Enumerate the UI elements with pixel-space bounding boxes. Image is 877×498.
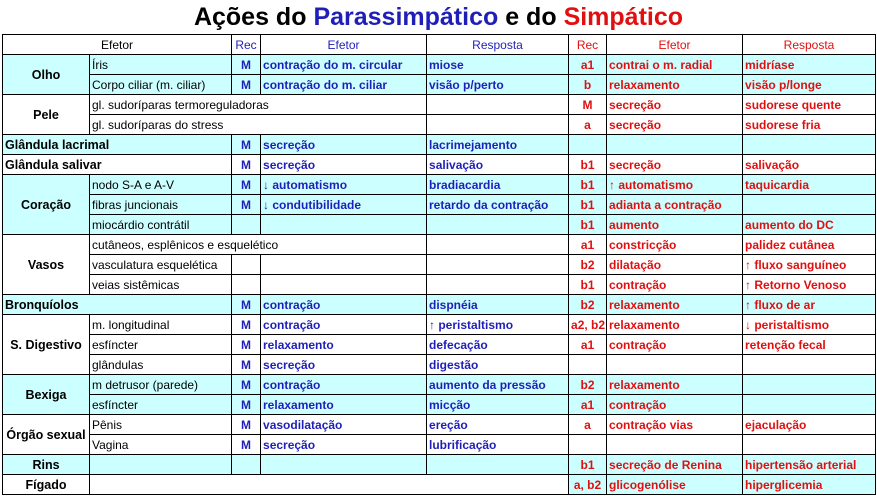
resposta-s: sudorese fria bbox=[743, 115, 876, 135]
efetor-s: relaxamento bbox=[607, 315, 743, 335]
rec-p bbox=[232, 455, 261, 475]
resposta-p: dispnéia bbox=[427, 295, 569, 315]
efetor-s: ↑ automatismo bbox=[607, 175, 743, 195]
rec-p bbox=[232, 215, 261, 235]
resposta-p bbox=[427, 235, 569, 255]
efetor-s: constricção bbox=[607, 235, 743, 255]
efetor-s: relaxamento bbox=[607, 295, 743, 315]
efetor-p: vasodilatação bbox=[261, 415, 427, 435]
table-row bbox=[3, 255, 876, 275]
efetor-p bbox=[261, 275, 427, 295]
resposta-p bbox=[427, 115, 569, 135]
table-row bbox=[3, 55, 876, 75]
rec-s: b1 bbox=[569, 275, 607, 295]
group-rins: Rins bbox=[3, 455, 90, 475]
rec-p: M bbox=[232, 435, 261, 455]
rec-s: b1 bbox=[569, 195, 607, 215]
table-row bbox=[3, 475, 876, 495]
group-pele: Pele bbox=[3, 95, 90, 135]
rec-s: b1 bbox=[569, 155, 607, 175]
sub-label: nodo S-A e A-V bbox=[90, 175, 232, 195]
title-middle: e do bbox=[498, 3, 564, 31]
resposta-s bbox=[743, 135, 876, 155]
resposta-s: ↑ fluxo de ar bbox=[743, 295, 876, 315]
group-glandula-lacrimal: Glândula lacrimal bbox=[3, 135, 232, 155]
sub-label: Íris bbox=[90, 55, 232, 75]
rec-s: b2 bbox=[569, 295, 607, 315]
rec-s: a1 bbox=[569, 55, 607, 75]
table-row bbox=[3, 235, 876, 255]
rec-p: M bbox=[232, 75, 261, 95]
resposta-s: ↓ peristaltismo bbox=[743, 315, 876, 335]
rec-p: M bbox=[232, 175, 261, 195]
resposta-s: ↑ Retorno Venoso bbox=[743, 275, 876, 295]
efetor-s: contração bbox=[607, 275, 743, 295]
efetor-p: ↓ condutibilidade bbox=[261, 195, 427, 215]
efetor-s: secreção de Renina bbox=[607, 455, 743, 475]
resposta-s: midríase bbox=[743, 55, 876, 75]
rec-p: M bbox=[232, 195, 261, 215]
efetor-s: aumento bbox=[607, 215, 743, 235]
rec-p: M bbox=[232, 315, 261, 335]
rec-s: b bbox=[569, 75, 607, 95]
resposta-p: ereção bbox=[427, 415, 569, 435]
resposta-s bbox=[743, 395, 876, 415]
efetor-p: secreção bbox=[261, 355, 427, 375]
resposta-s: salivação bbox=[743, 155, 876, 175]
efetor-s: glicogenólise bbox=[607, 475, 743, 495]
header-row bbox=[3, 35, 876, 55]
resposta-p: visão p/perto bbox=[427, 75, 569, 95]
table-row bbox=[3, 395, 876, 415]
sub-label: Vagina bbox=[90, 435, 232, 455]
resposta-s: taquicardia bbox=[743, 175, 876, 195]
efetor-s bbox=[607, 435, 743, 455]
resposta-s bbox=[743, 195, 876, 215]
rec-s: a, b2 bbox=[569, 475, 607, 495]
title-prefix: Ações do bbox=[193, 3, 314, 31]
sub-label: esfíncter bbox=[90, 335, 232, 355]
title-simpatico: Simpático bbox=[563, 3, 684, 31]
resposta-s: palidez cutânea bbox=[743, 235, 876, 255]
resposta-p: salivação bbox=[427, 155, 569, 175]
sub-label: glândulas bbox=[90, 355, 232, 375]
resposta-s: ↑ fluxo sanguíneo bbox=[743, 255, 876, 275]
efetor-s: contrai o m. radial bbox=[607, 55, 743, 75]
rec-s bbox=[569, 135, 607, 155]
rec-p: M bbox=[232, 55, 261, 75]
resposta-s bbox=[743, 375, 876, 395]
table-row bbox=[3, 215, 876, 235]
resposta-s: sudorese quente bbox=[743, 95, 876, 115]
rec-p: M bbox=[232, 335, 261, 355]
rec-p: M bbox=[232, 355, 261, 375]
sub-label bbox=[90, 455, 232, 475]
rec-s: M bbox=[569, 95, 607, 115]
resposta-p: micção bbox=[427, 395, 569, 415]
table-row bbox=[3, 275, 876, 295]
rec-s: b1 bbox=[569, 455, 607, 475]
efetor-p bbox=[261, 215, 427, 235]
resposta-p: ↑ peristaltismo bbox=[427, 315, 569, 335]
efetor-s: adianta a contração bbox=[607, 195, 743, 215]
efetor-s bbox=[607, 355, 743, 375]
efetor-s: contração vias bbox=[607, 415, 743, 435]
group-bronquiolos: Bronquíolos bbox=[3, 295, 232, 315]
efetor-p: ↓ automatismo bbox=[261, 175, 427, 195]
efetor-p: contração do m. ciliar bbox=[261, 75, 427, 95]
table-row bbox=[3, 175, 876, 195]
sub-label: cutâneos, esplênicos e esquelético bbox=[90, 235, 427, 255]
group-orgao-sexual: Órgão sexual bbox=[3, 415, 90, 455]
sub-label: Corpo ciliar (m. ciliar) bbox=[90, 75, 232, 95]
efetor-p bbox=[261, 455, 427, 475]
efetor-p: contração bbox=[261, 315, 427, 335]
table-row bbox=[3, 335, 876, 355]
efetor-p bbox=[261, 255, 427, 275]
table-row bbox=[3, 195, 876, 215]
header-resposta-simpatico: Resposta bbox=[743, 35, 876, 55]
table-row bbox=[3, 75, 876, 95]
sub-label: m detrusor (parede) bbox=[90, 375, 232, 395]
rec-s bbox=[569, 355, 607, 375]
table-row bbox=[3, 155, 876, 175]
table-row bbox=[3, 355, 876, 375]
table-row bbox=[3, 455, 876, 475]
group-bexiga: Bexiga bbox=[3, 375, 90, 415]
table-row bbox=[3, 295, 876, 315]
resposta-p bbox=[427, 455, 569, 475]
efetor-p: secreção bbox=[261, 435, 427, 455]
efetor-s bbox=[607, 135, 743, 155]
sub-label: gl. sudoríparas do stress bbox=[90, 115, 427, 135]
resposta-p: defecação bbox=[427, 335, 569, 355]
actions-table bbox=[2, 34, 876, 495]
table-row bbox=[3, 115, 876, 135]
resposta-s bbox=[743, 355, 876, 375]
sub-label: fibras juncionais bbox=[90, 195, 232, 215]
sub-label: m. longitudinal bbox=[90, 315, 232, 335]
table-row bbox=[3, 95, 876, 115]
header-resposta-parassimpatico: Resposta bbox=[427, 35, 569, 55]
header-efetor-simpatico: Efetor bbox=[607, 35, 743, 55]
header-rec-parassimpatico: Rec bbox=[232, 35, 261, 55]
efetor-s: secreção bbox=[607, 155, 743, 175]
efetor-s: contração bbox=[607, 395, 743, 415]
resposta-s: aumento do DC bbox=[743, 215, 876, 235]
resposta-p: retardo da contração bbox=[427, 195, 569, 215]
rec-s: a bbox=[569, 415, 607, 435]
rec-s: b2 bbox=[569, 255, 607, 275]
resposta-s: hipertensão arterial bbox=[743, 455, 876, 475]
table-row bbox=[3, 315, 876, 335]
rec-p bbox=[232, 275, 261, 295]
sub-label: esfíncter bbox=[90, 395, 232, 415]
group-digestivo: S. Digestivo bbox=[3, 315, 90, 375]
efetor-s: secreção bbox=[607, 115, 743, 135]
table-row bbox=[3, 375, 876, 395]
sub-label bbox=[90, 475, 569, 495]
efetor-p: contração do m. circular bbox=[261, 55, 427, 75]
rec-s: b2 bbox=[569, 375, 607, 395]
resposta-s: ejaculação bbox=[743, 415, 876, 435]
rec-p: M bbox=[232, 295, 261, 315]
rec-p: M bbox=[232, 415, 261, 435]
rec-p: M bbox=[232, 375, 261, 395]
efetor-s: contração bbox=[607, 335, 743, 355]
sub-label: gl. sudoríparas termoreguladoras bbox=[90, 95, 427, 115]
rec-p: M bbox=[232, 155, 261, 175]
resposta-s: hiperglicemia bbox=[743, 475, 876, 495]
efetor-p: secreção bbox=[261, 135, 427, 155]
group-olho: Olho bbox=[3, 55, 90, 95]
resposta-s bbox=[743, 435, 876, 455]
title-parassimpatico: Parassimpático bbox=[313, 3, 499, 31]
resposta-s: retenção fecal bbox=[743, 335, 876, 355]
efetor-s: secreção bbox=[607, 95, 743, 115]
resposta-p: miose bbox=[427, 55, 569, 75]
rec-p bbox=[232, 255, 261, 275]
efetor-s: dilatação bbox=[607, 255, 743, 275]
resposta-p: bradiacardia bbox=[427, 175, 569, 195]
page-title bbox=[0, 0, 877, 34]
rec-s: a1 bbox=[569, 395, 607, 415]
rec-s: a1 bbox=[569, 335, 607, 355]
group-coracao: Coração bbox=[3, 175, 90, 235]
sub-label: veias sistêmicas bbox=[90, 275, 232, 295]
group-glandula-salivar: Glândula salivar bbox=[3, 155, 232, 175]
group-vasos: Vasos bbox=[3, 235, 90, 295]
sub-label: vasculatura esquelética bbox=[90, 255, 232, 275]
efetor-p: contração bbox=[261, 295, 427, 315]
rec-s: b1 bbox=[569, 175, 607, 195]
rec-s: a1 bbox=[569, 235, 607, 255]
resposta-p: digestão bbox=[427, 355, 569, 375]
efetor-p: relaxamento bbox=[261, 395, 427, 415]
table-row bbox=[3, 135, 876, 155]
efetor-s: relaxamento bbox=[607, 375, 743, 395]
resposta-p bbox=[427, 275, 569, 295]
efetor-s: relaxamento bbox=[607, 75, 743, 95]
header-rec-simpatico: Rec bbox=[569, 35, 607, 55]
efetor-p: contração bbox=[261, 375, 427, 395]
resposta-p: lubrificação bbox=[427, 435, 569, 455]
sub-label: miocárdio contrátil bbox=[90, 215, 232, 235]
resposta-p: aumento da pressão bbox=[427, 375, 569, 395]
table-row bbox=[3, 415, 876, 435]
rec-p: M bbox=[232, 395, 261, 415]
header-efetor-parassimpatico: Efetor bbox=[261, 35, 427, 55]
sub-label: Pênis bbox=[90, 415, 232, 435]
rec-s: a bbox=[569, 115, 607, 135]
rec-s: b1 bbox=[569, 215, 607, 235]
rec-s bbox=[569, 435, 607, 455]
efetor-p: secreção bbox=[261, 155, 427, 175]
rec-p: M bbox=[232, 135, 261, 155]
resposta-s: visão p/longe bbox=[743, 75, 876, 95]
resposta-p bbox=[427, 255, 569, 275]
header-efetor: Efetor bbox=[3, 35, 232, 55]
resposta-p: lacrimejamento bbox=[427, 135, 569, 155]
resposta-p bbox=[427, 95, 569, 115]
table-row bbox=[3, 435, 876, 455]
rec-s: a2, b2 bbox=[569, 315, 607, 335]
group-figado: Fígado bbox=[3, 475, 90, 495]
efetor-p: relaxamento bbox=[261, 335, 427, 355]
resposta-p bbox=[427, 215, 569, 235]
